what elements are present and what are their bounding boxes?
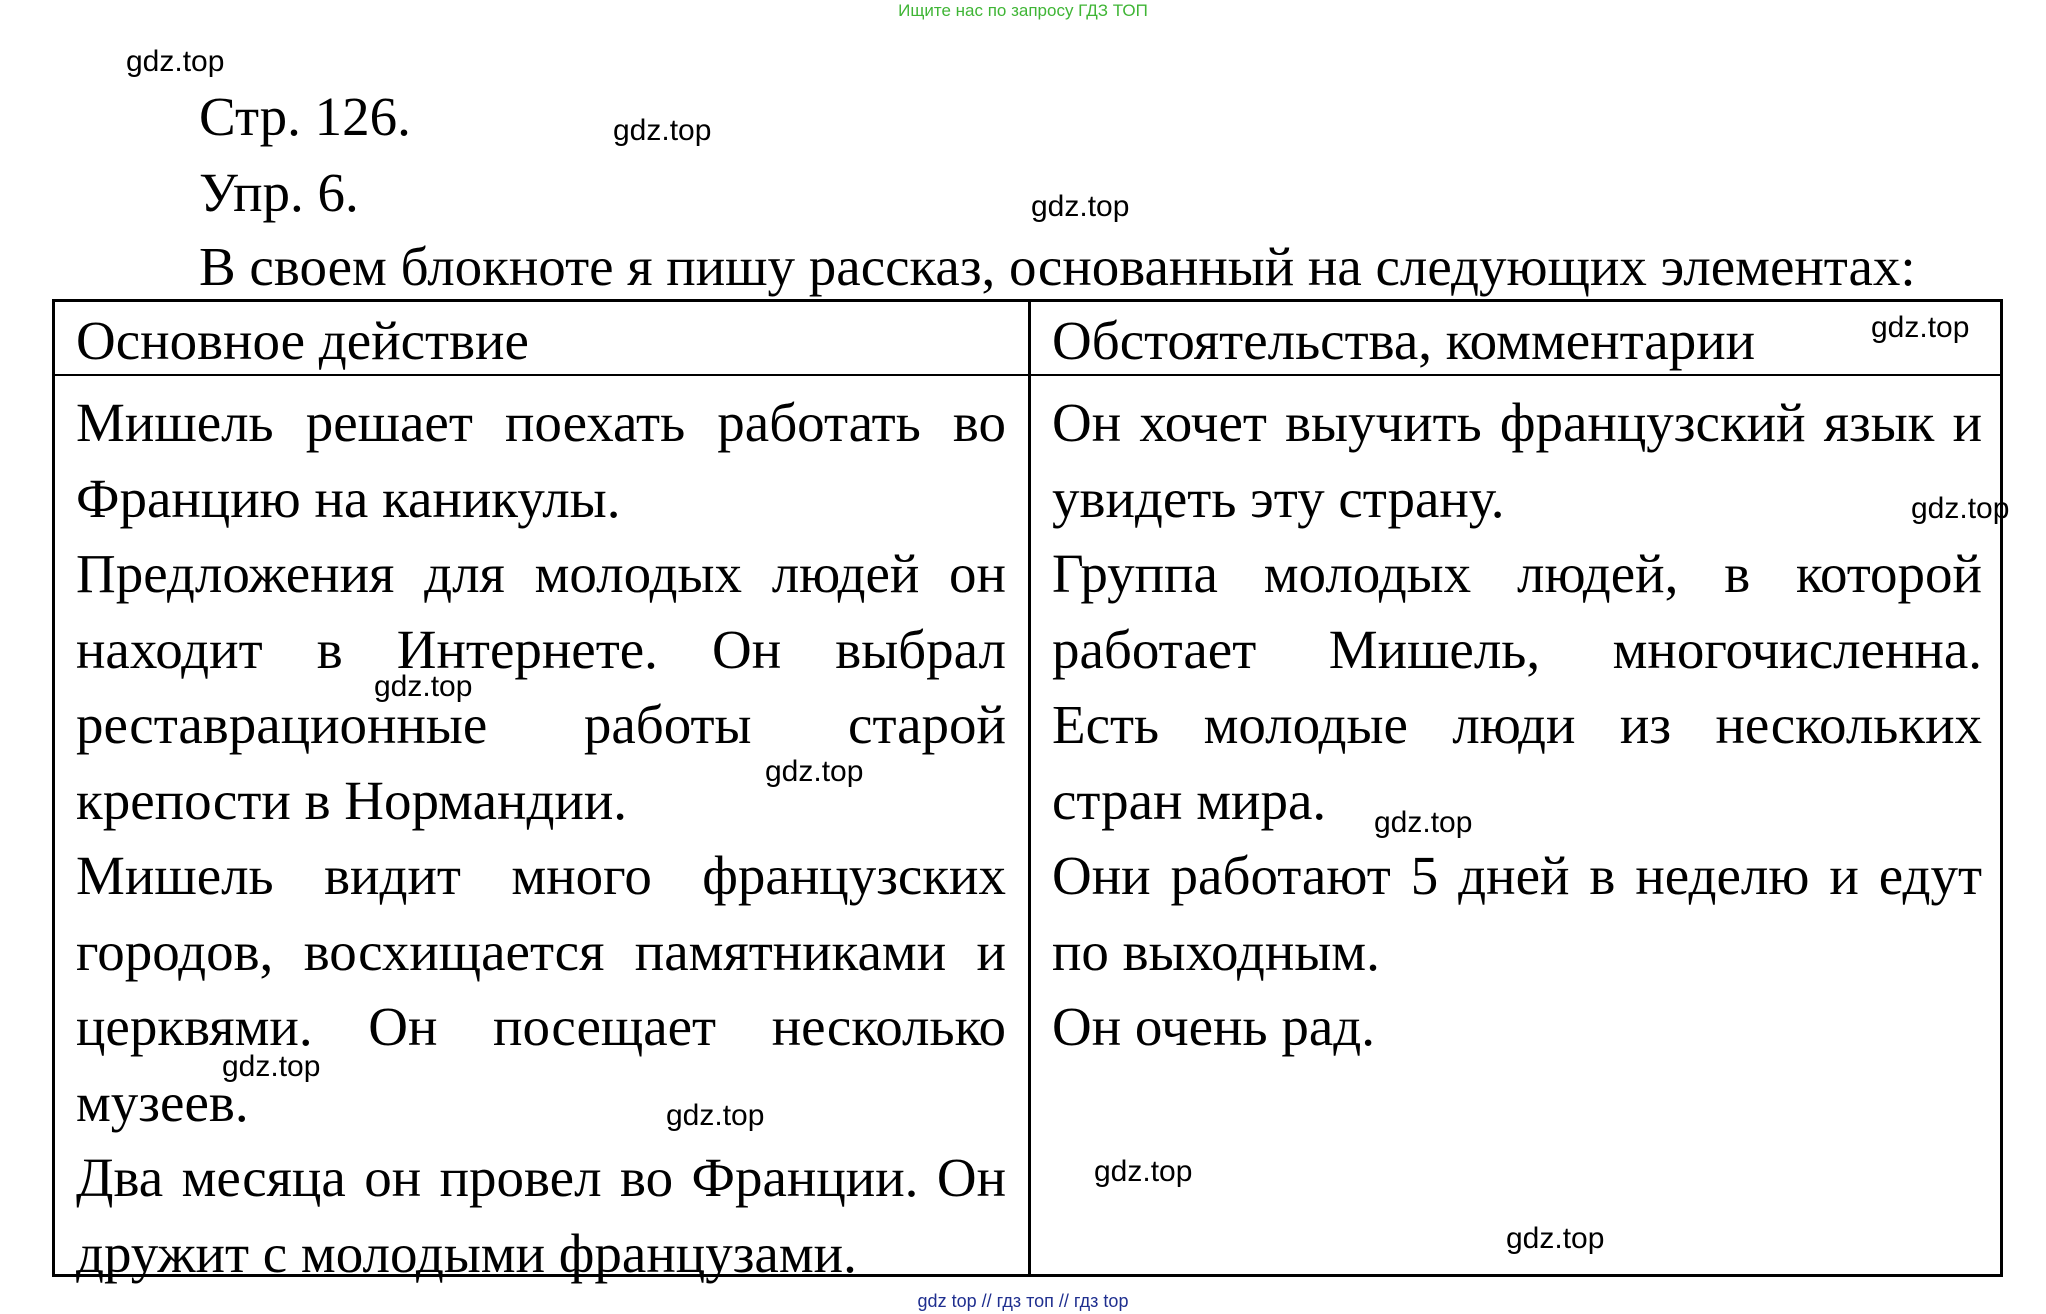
circumstances-item: Он очень рад. (1052, 996, 1375, 1057)
footer-watermark: gdz top // гдз топ // гдз top (917, 1291, 1129, 1311)
watermark: gdz.top (1506, 1222, 1605, 1255)
watermark: gdz.top (222, 1050, 321, 1083)
table-header-circumstances: Обстоятельства, комментарии (1052, 310, 1756, 371)
circumstances-column (1052, 385, 1982, 1065)
watermark: gdz.top (1094, 1155, 1193, 1188)
top-banner[interactable]: Ищите нас по запросу ГДЗ ТОП (898, 1, 1148, 20)
circumstances-item: Он хочет выучить французский язык и увидеть эту страну. (1052, 392, 1982, 529)
main-action-column (76, 385, 1006, 1291)
main-action-item: Предложения для молодых людей он находит в Интернете. Он выбрал реставрационные работы старой крепости в Нормандии. (76, 543, 1006, 831)
watermark: gdz.top (1031, 190, 1130, 223)
watermark: gdz.top (765, 755, 864, 788)
exercise-number: Упр. 6. (199, 162, 359, 223)
circumstances-item: Группа молодых людей, в которой работает Мишель, многочисленна. Есть молодые люди из нескольких стран мира. (1052, 543, 1982, 831)
watermark: gdz.top (613, 114, 712, 147)
main-action-item: Мишель решает поехать работать во Францию на каникулы. (76, 392, 1006, 529)
watermark: gdz.top (374, 670, 473, 703)
page-number: Стр. 126. (199, 86, 411, 147)
watermark: gdz.top (666, 1099, 765, 1132)
main-action-item: Два месяца он провел во Франции. Он дружит с молодыми французами. (76, 1147, 1006, 1284)
main-action-item: Мишель видит много французских городов, восхищается памятниками и церквями. Он посещает несколько музеев. (76, 845, 1006, 1133)
exercise-intro: В своем блокноте я пишу рассказ, основанный на следующих элементах: (199, 236, 1916, 297)
table-header-divider (52, 374, 2003, 376)
watermark: gdz.top (1871, 311, 1970, 344)
watermark: gdz.top (1374, 806, 1473, 839)
watermark: gdz.top (1911, 492, 2010, 525)
table-column-divider (1028, 299, 1031, 1277)
table-header-main-action: Основное действие (76, 310, 529, 371)
circumstances-item: Они работают 5 дней в неделю и едут по выходным. (1052, 845, 1982, 982)
watermark: gdz.top (126, 45, 225, 78)
